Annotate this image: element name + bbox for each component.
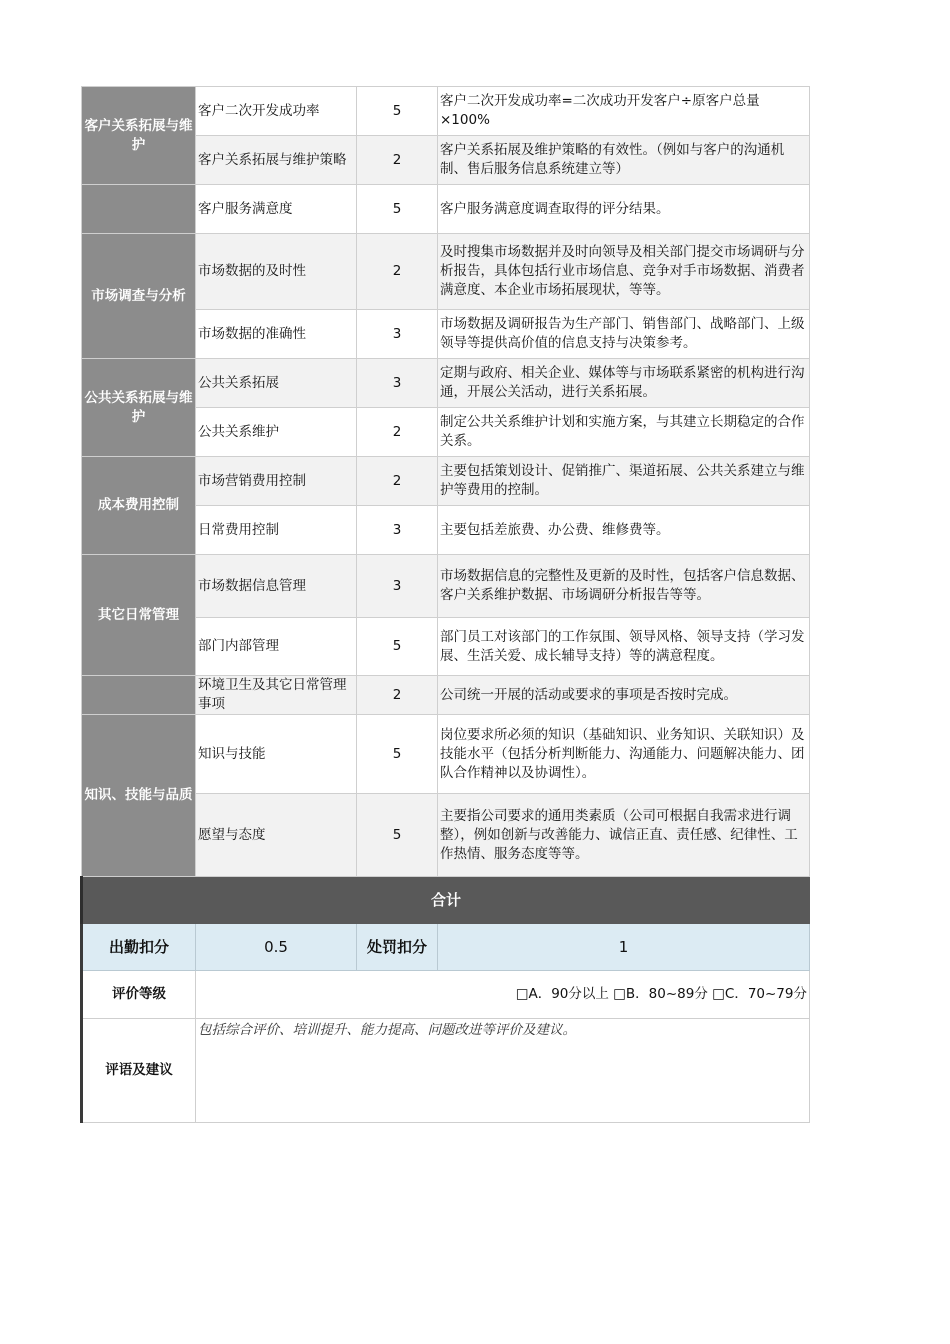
- indicator-description: 市场数据信息的完整性及更新的及时性，包括客户信息数据、客户关系维护数据、市场调研分析报告等等。: [438, 555, 810, 618]
- indicator-description: 公司统一开展的活动或要求的事项是否按时完成。: [438, 676, 810, 715]
- indicator-description: 部门员工对该部门的工作氛围、领导风格、领导支持（学习发展、生活关爱、成长辅导支持）等的满意程度。: [438, 618, 810, 676]
- indicator-name: 公共关系拓展: [196, 359, 357, 408]
- indicator-name: 日常费用控制: [196, 506, 357, 555]
- table-row: [82, 359, 810, 408]
- indicator-name: 市场数据信息管理: [196, 555, 357, 618]
- indicator-description: 主要指公司要求的通用类素质（公司可根据自我需求进行调整），例如创新与改善能力、诚信正直、责任感、纪律性、工作热情、服务态度等等。: [438, 794, 810, 877]
- evaluation-sheet: [80, 86, 808, 1123]
- indicator-weight: 2: [357, 234, 438, 310]
- total-label: 合计: [82, 877, 810, 924]
- indicator-name: 环境卫生及其它日常管理事项: [196, 676, 357, 715]
- category-cell: 公共关系拓展与维护: [82, 359, 196, 457]
- table-row: [82, 185, 810, 234]
- category-cell: 市场调查与分析: [82, 234, 196, 359]
- indicator-weight: 3: [357, 359, 438, 408]
- table-row: [82, 555, 810, 618]
- indicator-weight: 3: [357, 506, 438, 555]
- indicator-weight: 3: [357, 310, 438, 359]
- table-row: [82, 234, 810, 310]
- indicator-description: 主要包括策划设计、促销推广、渠道拓展、公共关系建立与维护等费用的控制。: [438, 457, 810, 506]
- indicator-name: 市场营销费用控制: [196, 457, 357, 506]
- indicator-weight: 2: [357, 408, 438, 457]
- grade-row: [82, 971, 810, 1019]
- attendance-deduction-value[interactable]: 0.5: [196, 924, 357, 971]
- table-row: [82, 457, 810, 506]
- remarks-label: 评语及建议: [82, 1019, 196, 1123]
- indicator-name: 市场数据的准确性: [196, 310, 357, 359]
- category-filler: [82, 185, 196, 234]
- deduction-row: [82, 924, 810, 971]
- indicator-description: 客户服务满意度调查取得的评分结果。: [438, 185, 810, 234]
- indicator-name: 市场数据的及时性: [196, 234, 357, 310]
- category-filler: [82, 676, 196, 715]
- indicator-weight: 3: [357, 555, 438, 618]
- remarks-row: [82, 1019, 810, 1123]
- indicator-weight: 2: [357, 457, 438, 506]
- attendance-deduction-label: 出勤扣分: [82, 924, 196, 971]
- indicator-weight: 5: [357, 185, 438, 234]
- remarks-input[interactable]: 包括综合评价、培训提升、能力提高、问题改进等评价及建议。: [196, 1019, 810, 1123]
- indicator-name: 客户服务满意度: [196, 185, 357, 234]
- indicator-weight: 5: [357, 794, 438, 877]
- grade-options[interactable]: □A．90分以上 □B．80~89分 □C．70~79分: [196, 971, 810, 1019]
- table-row: [82, 87, 810, 136]
- indicator-description: 客户关系拓展及维护策略的有效性。（例如与客户的沟通机制、售后服务信息系统建立等）: [438, 136, 810, 185]
- grade-label: 评价等级: [82, 971, 196, 1019]
- indicator-name: 部门内部管理: [196, 618, 357, 676]
- indicator-description: 定期与政府、相关企业、媒体等与市场联系紧密的机构进行沟通，开展公关活动，进行关系拓展。: [438, 359, 810, 408]
- indicator-description: 及时搜集市场数据并及时向领导及相关部门提交市场调研与分析报告，具体包括行业市场信息、竞争对手市场数据、消费者满意度、本企业市场拓展现状，等等。: [438, 234, 810, 310]
- category-cell: 知识、技能与品质: [82, 715, 196, 877]
- indicator-description: 市场数据及调研报告为生产部门、销售部门、战略部门、上级领导等提供高价值的信息支持与决策参考。: [438, 310, 810, 359]
- indicator-description: 客户二次开发成功率=二次成功开发客户÷原客户总量×100%: [438, 87, 810, 136]
- table-row: [82, 676, 810, 715]
- indicator-description: 制定公共关系维护计划和实施方案，与其建立长期稳定的合作关系。: [438, 408, 810, 457]
- penalty-deduction-label: 处罚扣分: [357, 924, 438, 971]
- indicator-name: 愿望与态度: [196, 794, 357, 877]
- table-row: [82, 715, 810, 794]
- indicator-name: 客户关系拓展与维护策略: [196, 136, 357, 185]
- total-row: [82, 877, 810, 924]
- indicator-name: 知识与技能: [196, 715, 357, 794]
- indicator-name: 公共关系维护: [196, 408, 357, 457]
- category-cell: 成本费用控制: [82, 457, 196, 555]
- indicator-description: 岗位要求所必须的知识（基础知识、业务知识、关联知识）及技能水平（包括分析判断能力、沟通能力、问题解决能力、团队合作精神以及协调性）。: [438, 715, 810, 794]
- indicator-name: 客户二次开发成功率: [196, 87, 357, 136]
- indicator-weight: 5: [357, 715, 438, 794]
- indicator-weight: 2: [357, 676, 438, 715]
- category-cell: 客户关系拓展与维护: [82, 87, 196, 185]
- indicator-description: 主要包括差旅费、办公费、维修费等。: [438, 506, 810, 555]
- indicator-weight: 5: [357, 618, 438, 676]
- category-cell: 其它日常管理: [82, 555, 196, 676]
- indicator-weight: 2: [357, 136, 438, 185]
- penalty-deduction-value[interactable]: 1: [438, 924, 810, 971]
- indicator-weight: 5: [357, 87, 438, 136]
- evaluation-table: [80, 86, 810, 1123]
